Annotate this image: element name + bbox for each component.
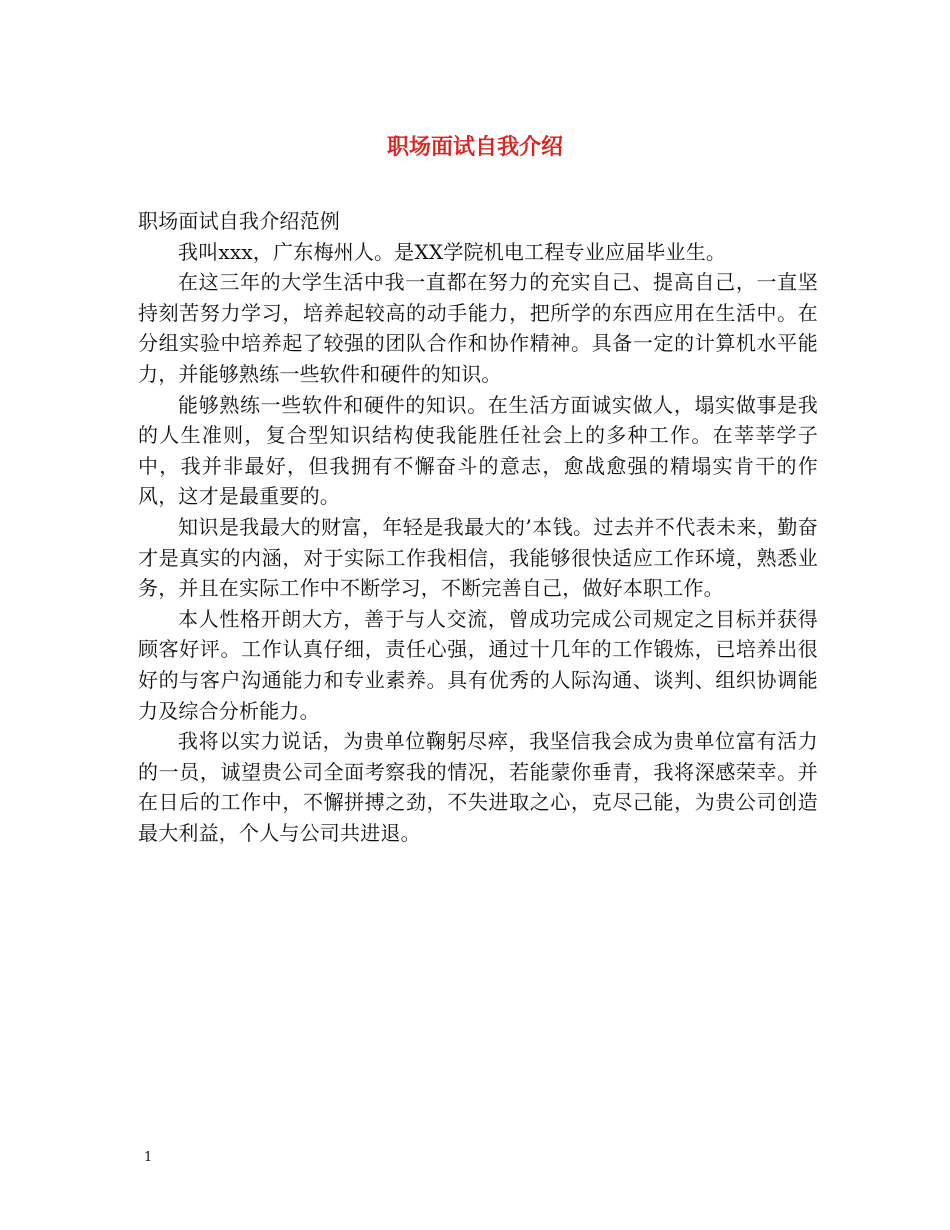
- paragraph-closing: 我将以实力说话，为贵单位鞠躬尽瘁，我坚信我会成为贵单位富有活力的一员，诚望贵公司全面考察我的情况，若能蒙你垂青，我将深感荣幸。并在日后的工作中，不懈拼搏之劲，不失进取之心，克尽己能，为贵公司创造最大利益，个人与公司共进退。: [138, 729, 818, 845]
- document-subtitle: 职场面试自我介绍范例: [138, 209, 340, 233]
- paragraph-college-life: 在这三年的大学生活中我一直都在努力的充实自己、提高自己，一直坚持刻苦努力学习，培养起较高的动手能力，把所学的东西应用在生活中。在分组实验中培养起了较强的团队合作和协作精神。具备一定的计算机水平能力，并能够熟练一些软件和硬件的知识。: [138, 270, 818, 386]
- paragraph-knowledge: 知识是我最大的财富，年轻是我最大的’本钱。过去并不代表未来，勤奋才是真实的内涵，对于实际工作我相信，我能够很快适应工作环境，熟悉业务，并且在实际工作中不断学习，不断完善自己，做好本职工作。: [138, 514, 818, 601]
- page-number: 1: [144, 1150, 153, 1165]
- document-title: 职场面试自我介绍: [386, 134, 563, 160]
- document-body: [138, 206, 818, 848]
- paragraph-character: 能够熟练一些软件和硬件的知识。在生活方面诚实做人，塌实做事是我的人生准则，复合型知识结构使我能胜任社会上的多种工作。在莘莘学子中，我并非最好，但我拥有不懈奋斗的意志，愈战愈强的精塌实肯干的作风，这才是最重要的。: [138, 392, 818, 509]
- paragraph-personality: 本人性格开朗大方，善于与人交流，曾成功完成公司规定之目标并获得顾客好评。工作认真仔细，责任心强，通过十几年的工作锻炼，已培养出很好的与客户沟通能力和专业素养。具有优秀的人际沟通、谈判、组织协调能力及综合分析能力。: [138, 606, 818, 723]
- paragraph-intro: 我叫xxx，广东梅州人。是XX学院机电工程专业应届毕业生。: [178, 239, 727, 264]
